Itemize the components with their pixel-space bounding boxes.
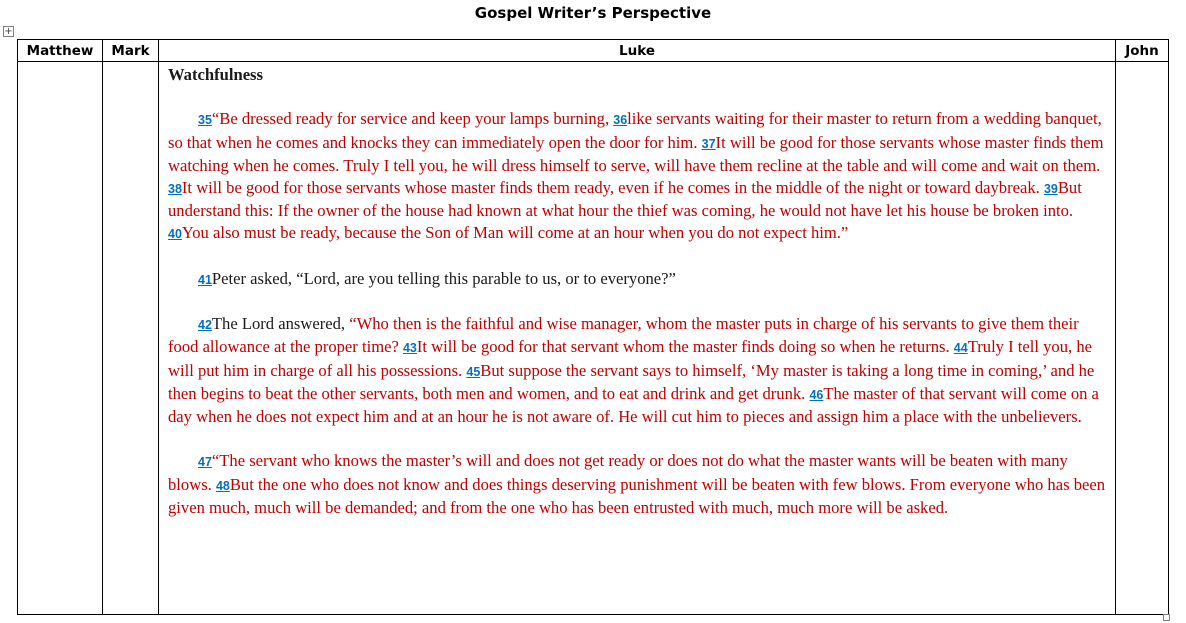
cell-john[interactable] [1116,62,1169,615]
verse-text: Truly I tell you, he will put him in charge of all his possessions. [168,337,1092,380]
verse-number[interactable]: 38 [168,182,182,196]
document-title: Gospel Writer’s Perspective [474,4,712,22]
verse-number[interactable]: 35 [198,113,212,128]
verse-text: But understand this: If the owner of the house had known at what hour the thief was coming, he would not have let his house be broken into. [168,178,1082,221]
verse-text: Peter asked, “Lord, are you telling this parable to us, or to everyone?” [211,268,676,288]
verse-number[interactable]: 42 [198,318,212,333]
verse-number[interactable]: 47 [198,455,212,470]
passage-paragraph-4[interactable] [168,450,1107,519]
header-row [18,40,1169,62]
verse-text: “The servant who knows the master’s will and does not get ready or does not do what the master wants will be beaten with many blows. [168,451,1068,494]
verse-number[interactable]: 44 [953,341,968,356]
passage-paragraph-2[interactable] [168,268,1107,291]
verse-text: The master of that servant will come on a day when he does not expect him and at an hour he is not aware of. He will cut him to pieces and assign him a place with the unbelievers. [168,383,1099,426]
passage-paragraph-3[interactable] [168,313,1107,428]
cell-matthew[interactable] [18,62,103,615]
content-row [18,62,1169,615]
verse-text: like servants waiting for their master to return from a wedding banquet, so that when he comes and knocks they can immediately open the door for him. [168,109,1102,152]
verse-text: It will be good for those servants whose master finds them watching when he comes. Truly I tell you, he will dress himself to serve, will have them recline at the table and will come and wait on them. [168,132,1104,175]
verse-number[interactable]: 40 [168,227,182,242]
verse-text: But suppose the servant says to himself, ‘My master is taking a long time in coming,’ and he then begins to beat the other servants, both men and women, and to eat and drink and get drunk. [168,360,1095,403]
table-move-handle-icon[interactable]: + [4,26,13,37]
gospel-table [17,39,1169,615]
verse-text: It will be good for those servants whose master finds them ready, even if he comes in the middle of the night or toward daybreak. [181,178,1044,197]
table-resize-handle[interactable] [1163,614,1170,621]
verse-number[interactable]: 36 [613,113,628,128]
section-heading: Watchfulness [168,65,263,84]
verse-text: You also must be ready, because the Son of Man will come at an hour when you do not expect him.” [181,223,849,243]
verse-text: The Lord answered, [211,314,350,334]
col-header-luke[interactable]: Luke [159,40,1116,62]
verse-text: But the one who does not know and does things deserving punishment will be beaten with few blows. From everyone who has been given much, much will be demanded; and from the one who has been entrusted with much, much more will be asked. [168,474,1106,517]
verse-number[interactable]: 43 [402,341,417,356]
passage-paragraph-1[interactable] [168,108,1107,245]
verse-number[interactable]: 45 [466,364,481,379]
verse-number[interactable]: 48 [215,478,230,493]
verse-text: “Be dressed ready for service and keep your lamps burning, [211,109,614,129]
verse-number[interactable]: 37 [701,136,716,151]
cell-luke[interactable] [159,62,1116,615]
verse-text: “Who then is the faithful and wise manager, whom the master puts in charge of his servants to give them their food allowance at the proper time? [168,314,1079,357]
col-header-john[interactable]: John [1116,40,1169,62]
verse-number[interactable]: 41 [198,272,212,287]
verse-text: It will be good for that servant whom the master finds doing so when he returns. [416,337,954,357]
col-header-mark[interactable]: Mark [103,40,159,62]
cell-mark[interactable] [103,62,159,615]
verse-number[interactable]: 39 [1043,182,1058,196]
verse-number[interactable]: 46 [809,387,824,402]
col-header-matthew[interactable]: Matthew [18,40,103,62]
